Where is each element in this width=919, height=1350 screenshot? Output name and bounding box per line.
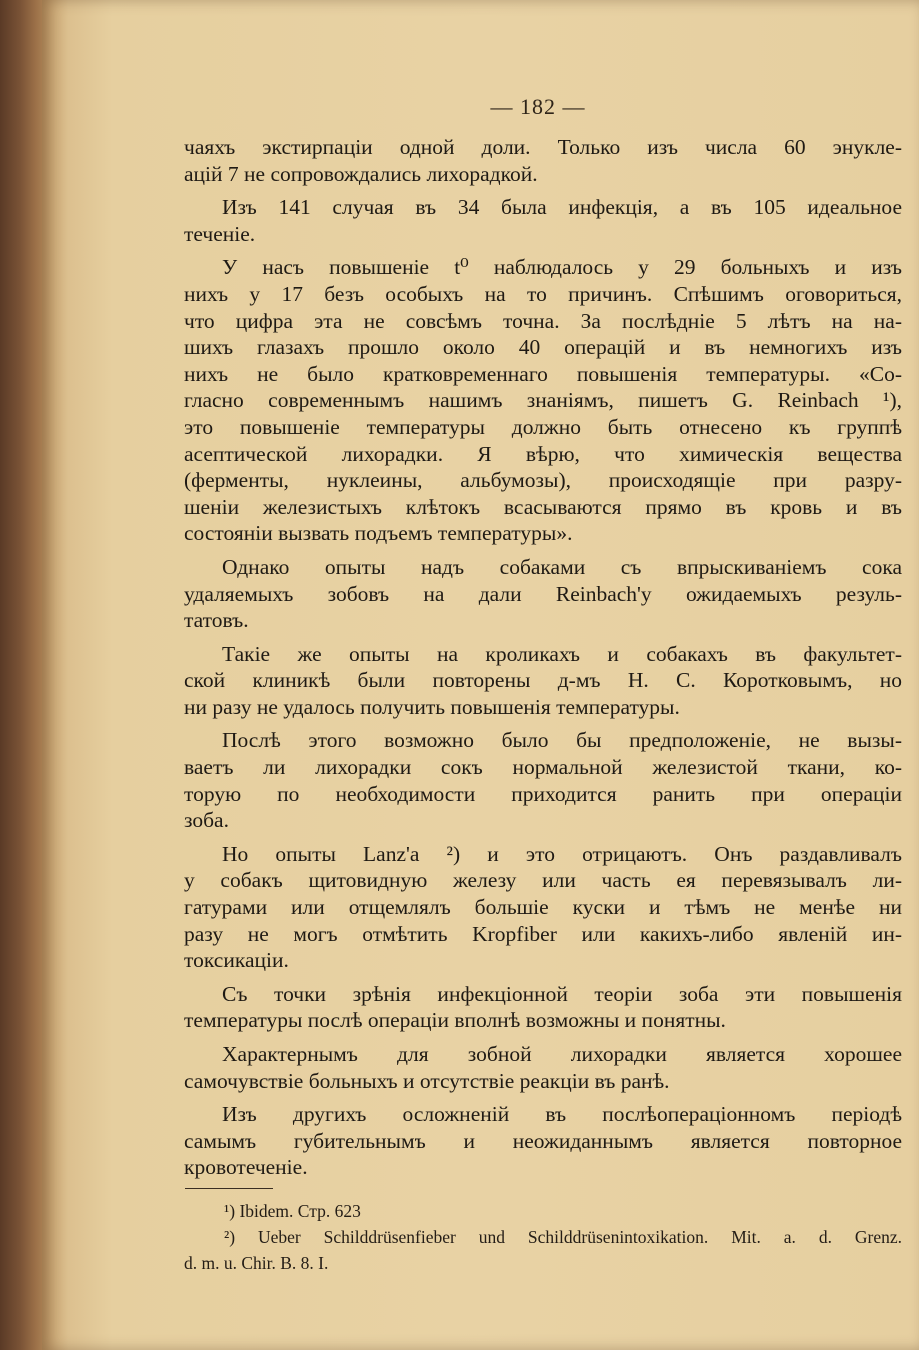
text-line: татовъ.: [184, 608, 249, 633]
paragraph: [184, 641, 902, 721]
text-line: торую по необходимости приходится ранить при операціи: [184, 781, 902, 806]
text-line: Характернымъ для зобной лихорадки является хорошее: [222, 1042, 902, 1066]
text-line: что цифра эта не совсѣмъ точна. За послѣдніе 5 лѣтъ на на-: [184, 308, 902, 333]
text-line: самочувствіе больныхъ и отсутствіе реакціи въ ранѣ.: [184, 1068, 670, 1093]
paragraph: [184, 1041, 902, 1094]
text-line: асептической лихорадки. Я вѣрю, что химическія вещества: [184, 441, 902, 466]
paragraph: [184, 1101, 902, 1181]
paragraph: [184, 981, 902, 1034]
footnote: ²) Ueber Schilddrüsenfieber und Schilddrüsenintoxikation. Mit. a. d. Grenz.: [224, 1227, 902, 1247]
footnote-continuation: d. m. u. Chir. B. 8. I.: [184, 1253, 329, 1273]
body-text: [184, 134, 902, 1188]
text-line: температуры послѣ операціи вполнѣ возможны и понятны.: [184, 1008, 726, 1033]
text-line: кровотеченіе.: [184, 1155, 308, 1180]
text-line: Такіе же опыты на кроликахъ и собакахъ въ факультет-: [222, 641, 902, 666]
text-line: ни разу не удалось получить повышенія температуры.: [184, 694, 680, 719]
paragraph: [184, 841, 902, 974]
text-line: это повышеніе температуры должно быть отнесено къ группѣ: [184, 414, 902, 439]
text-line: (ферменты, нуклеины, альбумозы), происходящіе при разру-: [184, 468, 902, 493]
text-line: нихъ не было кратковременнаго повышенія температуры. «Со-: [184, 361, 902, 386]
paragraph: [184, 727, 902, 833]
text-line: шихъ глазахъ прошло около 40 операцій и въ немногихъ изъ: [184, 335, 902, 360]
text-line: удаляемыхъ зобовъ на дали Reinbach'у ожидаемыхъ резуль-: [184, 581, 902, 606]
text-line: разу не могъ отмѣтить Kropfiber или какихъ-либо явленій ин-: [184, 921, 902, 946]
footnote-rule: [185, 1188, 273, 1189]
text-line: у собакъ щитовидную железу или часть ея перевязывалъ ли-: [184, 868, 902, 893]
page-number: — 182 —: [490, 94, 586, 119]
text-line: ской клиникѣ были повторены д-мъ Н. С. Коротковымъ, но: [184, 668, 902, 693]
text-line: самымъ губительнымъ и неожиданнымъ является повторное: [184, 1128, 902, 1153]
text-line: токсикаціи.: [184, 948, 289, 973]
text-line: нихъ у 17 безъ особыхъ на то причинъ. Спѣшимъ оговориться,: [184, 281, 902, 306]
paragraph: [184, 254, 902, 547]
text-line: зоба.: [184, 808, 229, 833]
footnotes: [184, 1198, 902, 1276]
text-line: Изъ другихъ осложненій въ послѣопераціонномъ періодѣ: [222, 1102, 902, 1127]
text-line: Изъ 141 случая въ 34 была инфекція, а въ 105 идеальное: [222, 195, 902, 220]
text-line: Послѣ этого возможно было бы предположеніе, не вызы-: [222, 728, 902, 753]
text-line: Съ точки зрѣнія инфекціонной теоріи зоба эти повышенія: [222, 981, 902, 1006]
text-line: Но опыты Lanz'a ²) и это отрицаютъ. Онъ раздавливалъ: [222, 841, 902, 866]
text-line: чаяхъ экстирпаціи одной доли. Только изъ числа 60 энукле-: [184, 135, 902, 159]
text-line: теченіе.: [184, 221, 256, 246]
paragraph: [184, 554, 902, 634]
text-line: шеніи железистыхъ клѣтокъ всасываются прямо въ кровь и въ: [184, 494, 902, 519]
text-line: Однако опыты надъ собаками съ впрыскиваніемъ сока: [222, 554, 902, 579]
text-line: состояніи вызвать подъемъ температуры».: [184, 521, 573, 546]
text-line: гатурами или отщемлялъ большіе куски и тѣмъ не менѣе ни: [184, 895, 902, 920]
text-line: У насъ повышеніе t⁰ наблюдалось у 29 больныхъ и изъ: [222, 255, 902, 280]
text-line: ваетъ ли лихорадки сокъ нормальной железистой ткани, ко-: [184, 755, 902, 780]
text-line: гласно современнымъ нашимъ знаніямъ, пишетъ G. Reinbach ¹),: [184, 388, 902, 413]
paragraph: [184, 134, 902, 187]
paragraph: [184, 194, 902, 247]
footnote: ¹) Ibidem. Стр. 623: [224, 1201, 361, 1221]
text-line: ацій 7 не сопровождались лихорадкой.: [184, 161, 538, 186]
